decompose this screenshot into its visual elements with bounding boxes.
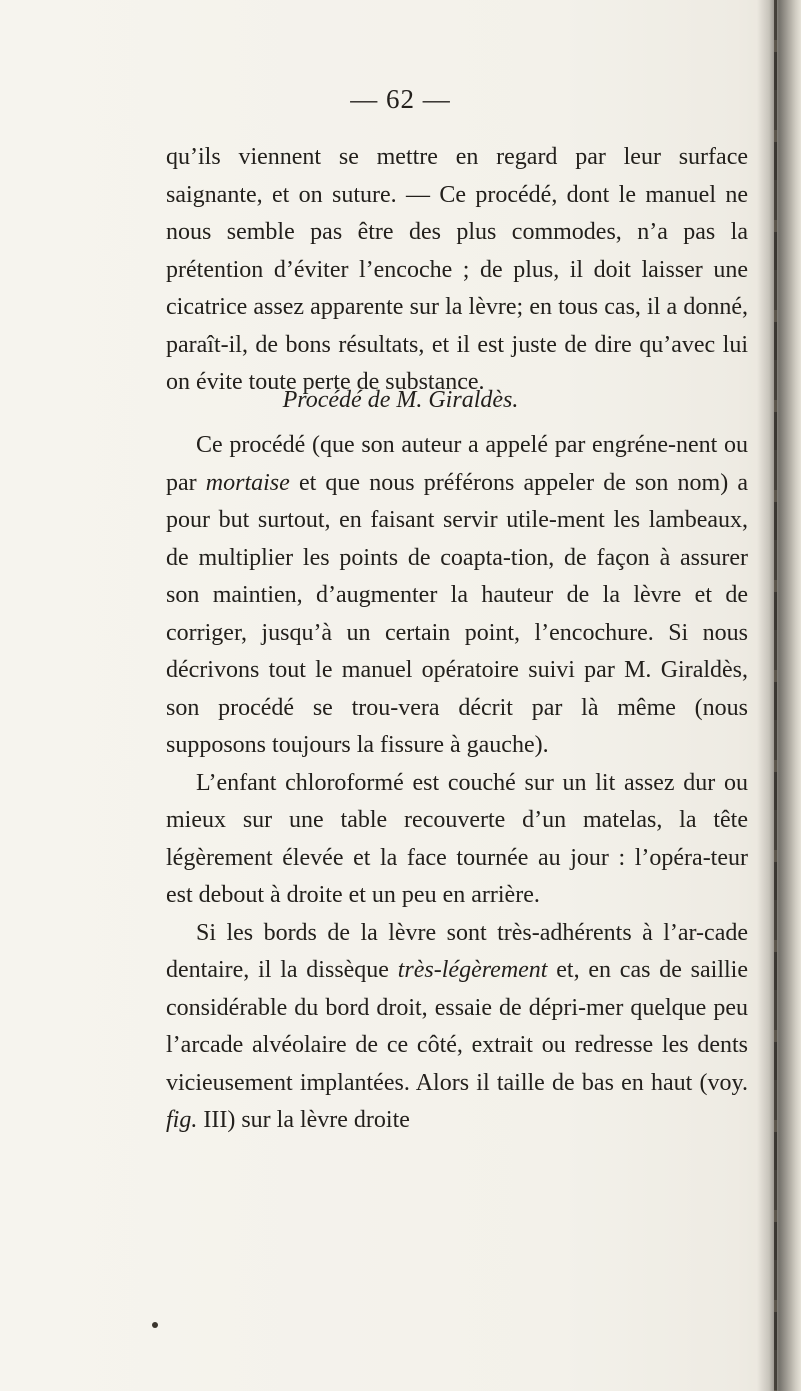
paragraph-4-text-a: Si les bords de la lèvre sont très-adhérents à l’ar-cade dentaire, il la dissèque bbox=[166, 919, 748, 983]
ink-speck bbox=[152, 1322, 158, 1328]
paragraph-1 bbox=[166, 139, 748, 402]
paragraph-3: L’enfant chloroformé est couché sur un lit assez dur ou mieux sur une table recouverte d’un matelas, la tête légèrement élevée et la face tournée au jour : l’opéra-teur est debout à droite et un peu en arrière. bbox=[166, 769, 748, 908]
paragraph-4-text-b: et, en cas de saillie considérable du bord droit, essaie de dépri-mer quelque peu l’arcade alvéolaire de ce côté, extrait ou redresse les dents vicieusement implantées. Alors il taille de bas en haut (voy. bbox=[166, 957, 748, 1096]
section-heading: Procédé de M. Giraldès. bbox=[282, 387, 519, 413]
page-number: — 62 — bbox=[350, 84, 451, 114]
paragraph-1-text: qu’ils viennent se mettre en regard par leur surface saignante, et on suture. — Ce procédé, dont le manuel ne nous semble pas être des plus commodes, n’a pas la prétention d’éviter l’encoche ; de plus, il doit laisser une cicatrice assez apparente sur la lèvre; en tous cas, il a donné, paraît-il, de bons résultats, et il est juste de dire qu’avec lui on évite toute perte de substance. bbox=[166, 144, 748, 395]
paragraph-4-italic-fig: fig. bbox=[166, 1107, 198, 1133]
paragraph-2-text-a: Ce procédé (que son auteur a appelé par engréne-nent ou par bbox=[166, 432, 748, 496]
paragraph-2 bbox=[166, 427, 748, 765]
paragraph-2-text-b: et que nous préférons appeler de son nom) a pour but surtout, en faisant servir utile-ment les lambeaux, de multiplier les points de coapta-tion, de façon à assurer son maintien, d’augmenter la hauteur de la lèvre et de corriger, jusqu’à un certain point, l’encochure. Si nous décrivons tout le manuel opératoire suivi par M. Giraldès, son procédé se trou-vera décrit par là même (nous supposons toujours la fissure à gauche). bbox=[166, 469, 748, 758]
paragraph-2-italic: mortaise bbox=[205, 469, 290, 496]
paragraph-4-italic: très-légèrement bbox=[397, 957, 548, 983]
body-text bbox=[166, 427, 748, 1140]
page-binding-shadow bbox=[757, 0, 801, 1391]
paragraph-4-text-c: III) sur la lèvre droite bbox=[197, 1107, 410, 1133]
paragraph-4 bbox=[166, 915, 748, 1140]
page-edge bbox=[774, 0, 777, 1391]
